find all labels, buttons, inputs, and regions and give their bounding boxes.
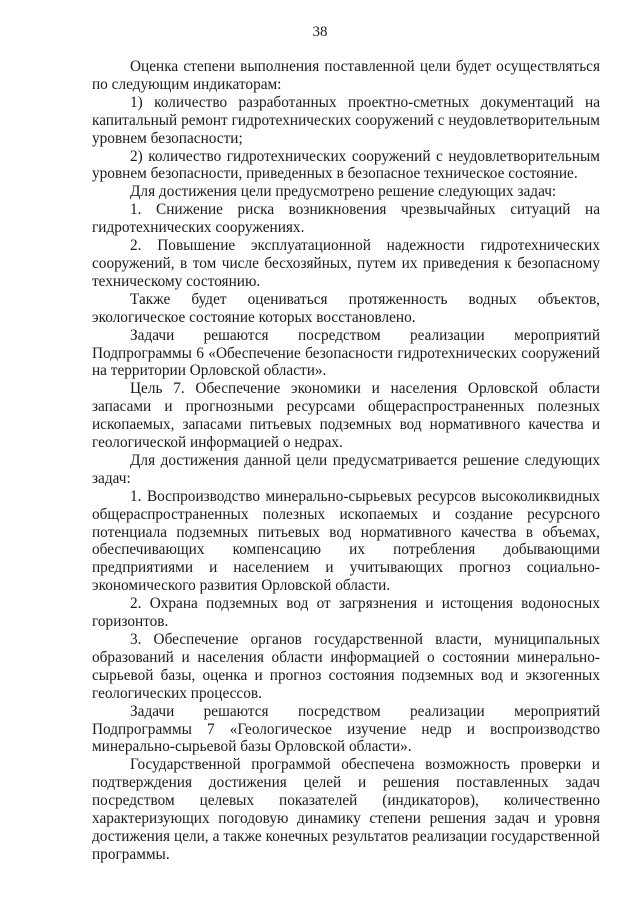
page-number: 38 xyxy=(312,24,328,40)
document-body xyxy=(92,58,600,864)
paragraph-water-objects: Также будет оцениваться протяженность водных объектов, экологическое состояние которых восстановлено. xyxy=(92,290,600,326)
paragraph-indicator-1: 1) количество разработанных проектно-сметных документаций на капитальный ремонт гидротехнических сооружений с неудовлетворительным уровнем безопасности; xyxy=(92,93,600,147)
paragraph-goal-7-task-2: 2. Охрана подземных вод от загрязнения и истощения водоносных горизонтов. xyxy=(92,595,600,631)
paragraph-goal-7-task-3: 3. Обеспечение органов государственной власти, муниципальных образований и населения области информацией о состоянии минерально-сырьевой базы, оценка и прогноз состояния подземных вод и экзогенных геологических процессов. xyxy=(92,631,600,702)
paragraph-goal-7: Цель 7. Обеспечение экономики и населения Орловской области запасами и прогнозными ресурсами общераспространенных полезных ископаемых, запасами питьевых подземных вод нормативного качества и геологической информацией о недрах. xyxy=(92,380,600,452)
paragraph-indicator-2: 2) количество гидротехнических сооружений с неудовлетворительным уровнем безопасности, приведенных в безопасное техническое состояние. xyxy=(92,147,600,183)
paragraph-subprogram-6: Задачи решаются посредством реализации мероприятий Подпрограммы 6 «Обеспечение безопасности гидротехнических сооружений на территории Орловской области». xyxy=(92,326,600,380)
paragraph-goal-7-tasks-intro: Для достижения данной цели предусматривается решение следующих задач: xyxy=(92,451,600,487)
paragraph-task-2: 2. Повышение эксплуатационной надежности гидротехнических сооружений, в том числе бесхозяйных, путем их приведения к безопасному техническому состоянию. xyxy=(92,237,600,290)
paragraph-subprogram-7: Задачи решаются посредством реализации мероприятий Подпрограммы 7 «Геологическое изучение недр и воспроизводство минерально-сырьевой базы Орловской области». xyxy=(92,702,600,756)
paragraph-indicators-intro: Оценка степени выполнения поставленной цели будет осуществляться по следующим индикаторам: xyxy=(92,58,600,93)
paragraph-tasks-intro: Для достижения цели предусмотрено решение следующих задач: xyxy=(130,183,557,201)
paragraph-program-summary: Государственной программой обеспечена возможность проверки и подтверждения достижения целей и решения поставленных задач посредством целевых показателей (индикаторов), количественно характеризующих погодовую динамику степени решения задач и уровня достижения цели, а также конечных результатов реализации государственной программы. xyxy=(92,756,600,863)
paragraph-goal-7-task-1: 1. Воспроизводство минерально-сырьевых ресурсов высоколиквидных общераспространенных полезных ископаемых и создание ресурсного потенциала подземных питьевых вод нормативного качества в объемах, обеспечивающих компенсацию их потребления добывающими предприятиями и населением и учитывающих прогноз социально-экономического развития Орловской области. xyxy=(92,487,600,595)
paragraph-task-1: 1. Снижение риска возникновения чрезвычайных ситуаций на гидротехнических сооружениях. xyxy=(92,201,600,237)
